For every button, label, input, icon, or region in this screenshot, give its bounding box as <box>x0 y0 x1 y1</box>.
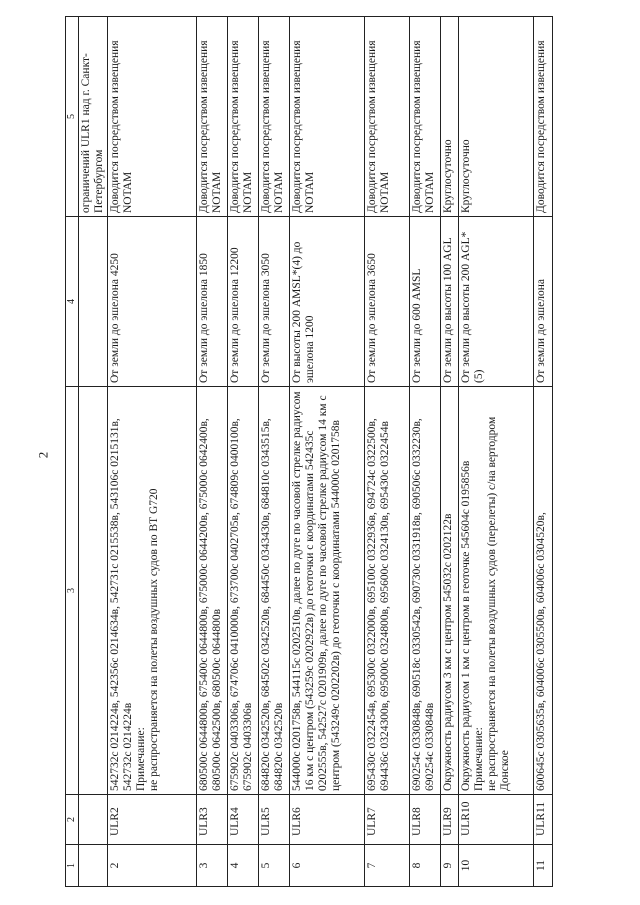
remark-cell: Доводится посредством извещения NOTAM <box>197 17 228 217</box>
row-number-cell: 3 <box>197 845 228 887</box>
remark-cell: Круглосуточно <box>459 17 534 217</box>
zone-code-cell: ULR4 <box>228 795 259 845</box>
row-number-cell: 6 <box>290 845 365 887</box>
altitude-cell: От земли до эшелона 3050 <box>259 217 290 387</box>
coordinates-line: 690254с 0330848в, 690518с 0330542в, 690730с 0331918в, 690506с 0332230в, 690254с 0330848в <box>411 418 436 791</box>
remark-cell: Доводится посредством извещения <box>534 17 553 217</box>
zone-code-cell: ULR11 <box>534 795 553 845</box>
table-row <box>534 17 553 887</box>
coordinates-line: не распространяется на полеты воздушных судов (перелеты) с/на вертодром Донское <box>486 416 511 791</box>
row-number-cell: 4 <box>228 845 259 887</box>
page-number: 2 <box>35 451 51 459</box>
cell <box>79 795 108 845</box>
zone-code-cell: ULR6 <box>290 795 365 845</box>
row-number-cell: 5 <box>259 845 290 887</box>
coordinates-line: Примечание: <box>473 727 485 791</box>
continuation-row <box>79 17 108 887</box>
table-row <box>441 17 459 887</box>
coordinates-line: Примечание: <box>135 727 147 791</box>
coordinates-cell <box>290 387 365 795</box>
table-row <box>410 17 441 887</box>
altitude-cell: От земли до эшелона 12200 <box>228 217 259 387</box>
table-row <box>459 17 534 887</box>
remark-cell: Доводится посредством извещения NOTAM <box>259 17 290 217</box>
table-row <box>108 17 197 887</box>
coordinates-line: не распространяется на полеты воздушных судов по ВТ G720 <box>148 488 160 791</box>
zone-code-cell: ULR2 <box>108 795 197 845</box>
remark-cell: ограничений ULR1 над г. Санкт-Петербургом <box>79 17 108 217</box>
coordinates-cell <box>228 387 259 795</box>
row-number-cell: 9 <box>441 845 459 887</box>
altitude-cell: От земли до эшелона 4250 <box>108 217 197 387</box>
zone-code-cell: ULR5 <box>259 795 290 845</box>
altitude-cell: От земли до эшелона <box>534 217 553 387</box>
coordinates-line: 544000с 0201758в, 544115с 0202510в, далее по дуге по часовой стрелке радиусом 16 км с центром (543259с 0202922в) до геоточки с координатами 542435с 0202555в, 542527с 0201909в, далее по дуге по часовой стрелке радиусом 14 км с центром (543249с 0202202в) до геоточки с координатами 544000с 0201758в <box>291 391 342 791</box>
header-row <box>66 17 79 887</box>
coordinates-line: 684820с 0342520в, 684502с 0342520в, 684450с 0343430в, 684810с 0343515в, 684820с 0342520в <box>260 418 285 791</box>
restricted-areas-table <box>65 16 553 887</box>
coordinates-cell <box>459 387 534 795</box>
coordinates-cell <box>108 387 197 795</box>
coordinates-line: 680500с 0644800в, 675400с 0644800в, 675000с 0644200в, 675000с 0642400в, 680500с 0642500в, 680500с 0644800в <box>198 418 223 791</box>
altitude-cell: От земли до 600 AMSL <box>410 217 441 387</box>
altitude-cell: От земли до эшелона 1850 <box>197 217 228 387</box>
header-cell: 1 <box>66 845 79 887</box>
zone-code-cell: ULR7 <box>365 795 410 845</box>
remark-cell: Доводится посредством извещения NOTAM <box>108 17 197 217</box>
header-cell: 5 <box>66 17 79 217</box>
table-row <box>259 17 290 887</box>
coordinates-cell <box>410 387 441 795</box>
zone-code-cell: ULR3 <box>197 795 228 845</box>
altitude-cell: От земли до эшелона 3650 <box>365 217 410 387</box>
remark-cell: Доводится посредством извещения NOTAM <box>365 17 410 217</box>
header-cell: 4 <box>66 217 79 387</box>
altitude-cell: От высоты 200 AMSL*(4) до эшелона 1200 <box>290 217 365 387</box>
coordinates-cell <box>441 387 459 795</box>
altitude-cell: От земли до высоты 200 AGL*(5) <box>459 217 534 387</box>
cell <box>79 845 108 887</box>
table-row <box>228 17 259 887</box>
header-cell: 2 <box>66 795 79 845</box>
zone-code-cell: ULR9 <box>441 795 459 845</box>
remark-cell: Доводится посредством извещения NOTAM <box>410 17 441 217</box>
header-cell: 3 <box>66 387 79 795</box>
rotated-table-sheet <box>65 17 605 887</box>
table-row <box>197 17 228 887</box>
coordinates-line: 695430с 0322454в, 695300с 0322000в, 695100с 0322936в, 694724с 0322500в, 694436с 0324300в, 695000с 0324800в, 695600с 0324130в, 695430с 0322454в <box>366 418 391 791</box>
coordinates-line: Окружность радиусом 3 км с центром 545032с 0202122в <box>442 513 454 791</box>
coordinates-line: Окружность радиусом 1 км с центром в геоточке 545604с 0195856в <box>460 460 472 791</box>
table-row <box>365 17 410 887</box>
coordinates-cell <box>197 387 228 795</box>
coordinates-cell <box>259 387 290 795</box>
remark-cell: Доводится посредством извещения NOTAM <box>228 17 259 217</box>
altitude-cell: От земли до высоты 100 AGL <box>441 217 459 387</box>
row-number-cell: 8 <box>410 845 441 887</box>
cell <box>79 217 108 387</box>
row-number-cell: 11 <box>534 845 553 887</box>
remark-cell: Круглосуточно <box>441 17 459 217</box>
coordinates-line: 675902с 0403306в, 674706с 0410000в, 673700с 0402705в, 674809с 0400100в, 675902с 0403306в <box>229 418 254 791</box>
row-number-cell: 10 <box>459 845 534 887</box>
row-number-cell: 2 <box>108 845 197 887</box>
table-row <box>290 17 365 887</box>
remark-cell: Доводится посредством извещения NOTAM <box>290 17 365 217</box>
zone-code-cell: ULR8 <box>410 795 441 845</box>
coordinates-cell <box>534 387 553 795</box>
zone-code-cell: ULR10 <box>459 795 534 845</box>
coordinates-cell <box>365 387 410 795</box>
row-number-cell: 7 <box>365 845 410 887</box>
coordinates-line: 600645с 0305635в, 604006с 0305500в, 604006с 0304520в, <box>535 512 547 791</box>
cell <box>79 387 108 795</box>
coordinates-line: 542732с 0214224в, 542356с 0214634в, 542731с 0215538в, 543106с 0215131в, 542732с 0214224в <box>109 418 134 791</box>
